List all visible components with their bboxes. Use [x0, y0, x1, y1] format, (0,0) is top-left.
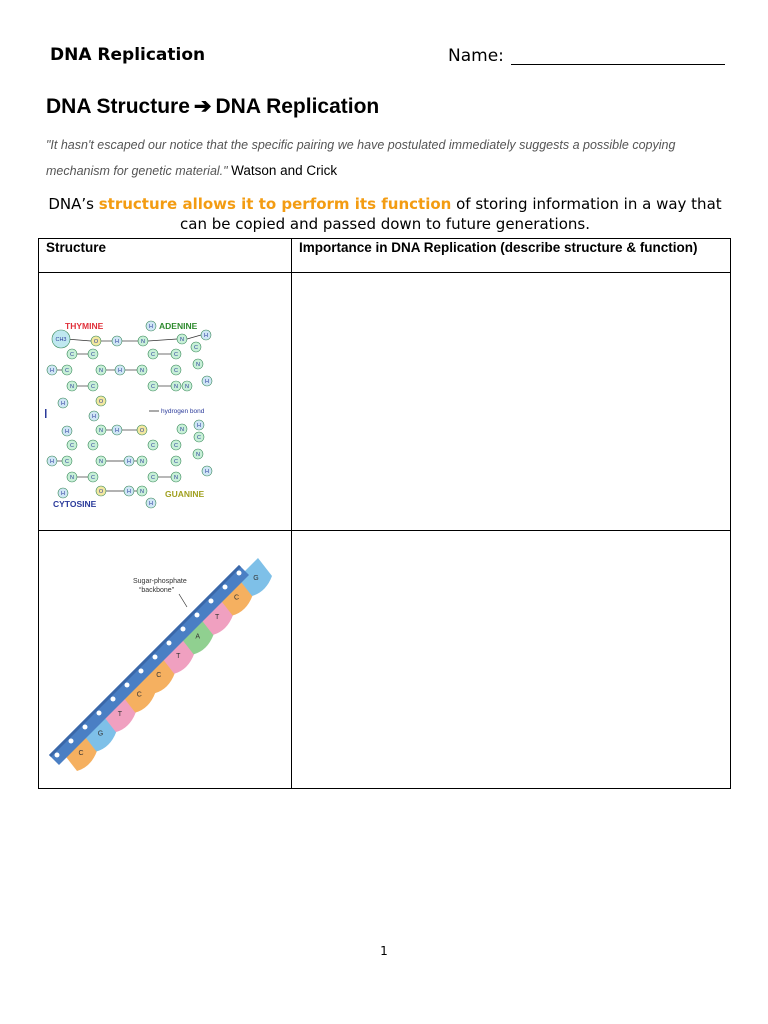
base-letter: C [136, 691, 142, 699]
backbone-strand [49, 565, 249, 765]
atom-symbol: N [196, 362, 200, 369]
atom-symbol: C [91, 443, 95, 450]
backbone-dot [139, 669, 144, 674]
page-number: 1 [380, 944, 388, 958]
atom-symbol: C [174, 459, 178, 466]
atom-symbol: C [91, 384, 95, 391]
atom-symbol: H [205, 469, 209, 476]
table-row [39, 273, 731, 531]
intro-highlight: structure allows it to perform its function [98, 195, 452, 213]
atom-symbol: N [70, 384, 74, 391]
atom-symbol: H [149, 324, 153, 331]
atom-symbol: O [98, 489, 104, 496]
atom-symbol: H [204, 333, 208, 340]
page-title [46, 94, 379, 119]
base-letter: A [195, 633, 201, 641]
base-pair-diagram-cell [39, 273, 292, 531]
atom-symbol: H [61, 491, 65, 498]
atom-symbol: N [140, 459, 144, 466]
atom-symbol: N [99, 459, 103, 466]
quote [46, 132, 726, 184]
base-letter: T [176, 652, 181, 660]
structure-table [38, 238, 731, 789]
atom-symbol: O [139, 428, 145, 435]
atom-symbol: C [70, 352, 74, 359]
atom-symbol: H [127, 489, 131, 496]
atom-symbol: C [91, 475, 95, 482]
backbone-dot [55, 753, 60, 758]
atom-symbol: C [174, 443, 178, 450]
base-letter: T [117, 711, 123, 719]
quote-attribution: Watson and Crick [231, 163, 338, 178]
label-guanine: GUANINE [165, 489, 205, 499]
table-row [39, 531, 731, 789]
atom-symbol: N [141, 339, 145, 346]
name-field-line[interactable] [511, 64, 725, 65]
name-label: Name: [448, 46, 504, 66]
atom-symbol: H [197, 423, 201, 430]
backbone-dot [181, 627, 186, 632]
intro-before: DNA’s [48, 195, 99, 213]
atom-symbol: C [151, 352, 155, 359]
base-letter: G [97, 730, 104, 738]
backbone-dot [153, 655, 158, 660]
atom-symbol: N [140, 368, 144, 375]
base-pair-diagram [39, 273, 277, 525]
header-structure: Structure [39, 239, 292, 273]
atom-symbol: C [197, 435, 201, 442]
arrow-right-icon: ➔ [193, 95, 212, 118]
quote-text: "It hasn't escaped our notice that the specific pairing we have postulated immediately suggests a possible copying mechanism for genetic material." [46, 138, 676, 178]
label-cytosine: CYTOSINE [53, 499, 97, 509]
backbone-dot [237, 571, 242, 576]
intro-paragraph [40, 194, 730, 234]
atom-symbol: C [65, 368, 69, 375]
backbone-dot [83, 725, 88, 730]
label-sugar-phosphate: Sugar-phosphate [133, 578, 187, 585]
backbone-dot [111, 697, 116, 702]
atom-symbol: H [50, 459, 54, 466]
atom-symbol: H [115, 428, 119, 435]
backbone-diagram-cell [39, 531, 292, 789]
atom-symbol: C [151, 443, 155, 450]
atom-symbol: H [118, 368, 122, 375]
backbone-dot [125, 683, 130, 688]
label-adenine: ADENINE [159, 321, 198, 331]
atom-symbol: N [99, 368, 103, 375]
atom-symbol: CH3 [55, 337, 67, 344]
base-letter: G [253, 575, 259, 582]
base-letter: T [214, 613, 220, 621]
atom-symbol: N [174, 384, 178, 391]
atom-symbol: C [70, 443, 74, 450]
atom-symbol: N [196, 452, 200, 459]
atom-symbol: N [185, 384, 189, 391]
atom-symbol: H [92, 414, 96, 421]
table-header-row [39, 239, 731, 273]
atom-symbol: C [151, 475, 155, 482]
backbone-diagram [39, 531, 277, 783]
atom-symbol: N [99, 428, 103, 435]
atom-symbol: O [93, 339, 99, 346]
atom-symbol: H [149, 501, 153, 508]
answer-cell-1[interactable] [292, 273, 731, 531]
label-backbone: “backbone” [139, 587, 175, 594]
atom-symbol: N [70, 475, 74, 482]
atom-symbol: H [50, 368, 54, 375]
backbone-dot [209, 599, 214, 604]
label-hydrogen-bond: hydrogen bond [161, 408, 205, 415]
atom-symbol: N [180, 427, 184, 434]
title-right: DNA Replication [215, 95, 380, 118]
base-letter: C [156, 672, 162, 680]
backbone-dot [167, 641, 172, 646]
backbone-dot [69, 739, 74, 744]
atom-symbol: C [174, 352, 178, 359]
atom-symbol: C [151, 384, 155, 391]
base-letter: C [78, 750, 84, 757]
atom-symbol: C [194, 345, 198, 352]
intro-after: of storing information in a way that can be copied and passed down to future generations. [180, 195, 722, 233]
atom-symbol: H [127, 459, 131, 466]
label-thymine: THYMINE [65, 321, 104, 331]
answer-cell-2[interactable] [292, 531, 731, 789]
title-left: DNA Structure [46, 95, 190, 118]
base-letter: C [234, 594, 240, 602]
atom-symbol: C [174, 368, 178, 375]
atom-symbol: H [115, 339, 119, 346]
atom-symbol: H [65, 429, 69, 436]
atom-symbol: H [205, 379, 209, 386]
atom-symbol: O [98, 399, 104, 406]
atom-symbol: N [180, 337, 184, 344]
backbone-dot [223, 585, 228, 590]
backbone-dot [97, 711, 102, 716]
atom-symbol: C [91, 352, 95, 359]
document-title: DNA Replication [50, 45, 206, 65]
atom-symbol: H [61, 401, 65, 408]
atom-symbol: N [140, 489, 144, 496]
header-importance: Importance in DNA Replication (describe structure & function) [292, 239, 731, 273]
atom-symbol: C [65, 459, 69, 466]
backbone-dot [195, 613, 200, 618]
atom-symbol: N [174, 475, 178, 482]
